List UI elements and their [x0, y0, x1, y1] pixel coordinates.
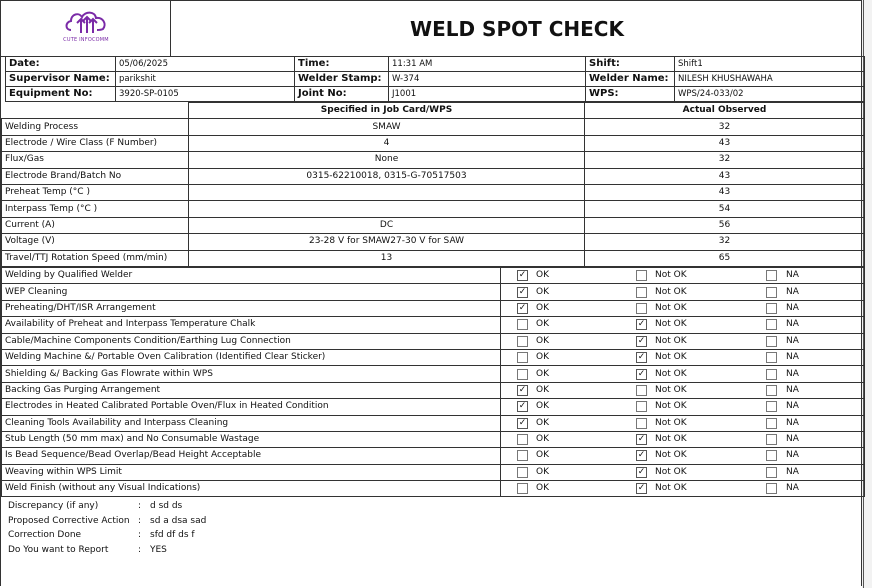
not-ok-checkbox[interactable]: [636, 303, 647, 314]
remark-separator: :: [138, 530, 142, 540]
checklist-options: [501, 481, 865, 497]
remark-row: [8, 499, 408, 514]
na-checkbox[interactable]: [766, 336, 777, 347]
spec-parameter: Voltage (V): [2, 234, 189, 250]
checklist-options: [501, 284, 865, 300]
na-label: NA: [786, 401, 799, 412]
spec-parameter: Preheat Temp (°C ): [2, 184, 189, 200]
ok-label: OK: [536, 319, 549, 330]
na-label: NA: [786, 302, 799, 313]
spec-row: [2, 135, 865, 151]
not-ok-label: Not OK: [655, 286, 687, 297]
ok-checkbox[interactable]: [517, 336, 528, 347]
na-label: NA: [786, 335, 799, 346]
checklist-options: [501, 268, 865, 284]
header-field-value: W-374: [389, 72, 586, 87]
not-ok-checkbox[interactable]: ✓: [637, 434, 646, 445]
checklist-item: Backing Gas Purging Arrangement: [2, 382, 501, 398]
spec-specified-value: DC: [189, 217, 585, 233]
ok-checkbox[interactable]: [517, 319, 528, 330]
checklist-options: [501, 464, 865, 480]
header-field-label: Welder Name:: [586, 72, 675, 87]
checklist-item: Cable/Machine Components Condition/Earthing Lug Connection: [2, 333, 501, 349]
spec-actual-value: 32: [585, 152, 865, 168]
not-ok-label: Not OK: [655, 302, 687, 313]
remarks-section: [8, 499, 408, 557]
spec-actual-value: 43: [585, 168, 865, 184]
options-group: [501, 465, 864, 480]
checklist-options: [501, 382, 865, 398]
header-field-value: NILESH KHUSHAWAHA: [675, 72, 865, 87]
checklist-options: [501, 366, 865, 382]
not-ok-label: Not OK: [655, 335, 687, 346]
spec-row: [2, 184, 865, 200]
na-checkbox[interactable]: [766, 483, 777, 494]
na-label: NA: [786, 384, 799, 395]
checklist-options: [501, 300, 865, 316]
specified-column-header: Specified in Job Card/WPS: [189, 103, 585, 119]
na-label: NA: [786, 319, 799, 330]
not-ok-checkbox[interactable]: ✓: [637, 352, 646, 363]
checklist-item: Electrodes in Heated Calibrated Portable Oven/Flux in Heated Condition: [2, 399, 501, 415]
na-label: NA: [786, 368, 799, 379]
company-logo-icon: [63, 8, 111, 36]
header-field-value: J1001: [389, 87, 586, 102]
options-group: [501, 350, 864, 365]
not-ok-label: Not OK: [655, 384, 687, 395]
spec-specified-value: None: [189, 152, 585, 168]
spec-parameter: Welding Process: [2, 119, 189, 135]
remark-value: YES: [150, 544, 167, 555]
checklist-options: [501, 431, 865, 447]
remark-label: Correction Done: [8, 530, 82, 540]
checklist-table: [1, 267, 865, 497]
spec-actual-value: 56: [585, 217, 865, 233]
spec-specified-value: [189, 201, 585, 217]
checklist-item: Shielding &/ Backing Gas Flowrate within WPS: [2, 366, 501, 382]
ok-label: OK: [536, 401, 549, 412]
checklist-row: [2, 415, 865, 431]
options-group: [501, 301, 864, 316]
checklist-options: [501, 349, 865, 365]
checklist-item: Weaving within WPS Limit: [2, 464, 501, 480]
spec-row: [2, 250, 865, 266]
spec-header-blank: [2, 103, 189, 119]
logo-box: [1, 1, 171, 56]
checklist-options: [501, 415, 865, 431]
header-field-label: Date:: [6, 57, 116, 72]
ok-checkbox[interactable]: ✓: [518, 270, 527, 281]
ok-label: OK: [536, 368, 549, 379]
checklist-row: [2, 366, 865, 382]
checklist-item: Welding Machine &/ Portable Oven Calibration (Identified Clear Sticker): [2, 349, 501, 365]
remark-value: d sd ds: [150, 501, 183, 511]
remark-value: sfd df ds f: [150, 530, 195, 540]
checklist-row: [2, 431, 865, 447]
options-group: [501, 268, 864, 283]
na-label: NA: [786, 434, 799, 445]
checklist-options: [501, 399, 865, 415]
not-ok-label: Not OK: [655, 417, 687, 428]
remark-separator: :: [138, 501, 142, 511]
spec-specified-value: 13: [189, 250, 585, 266]
na-checkbox[interactable]: [766, 287, 777, 298]
header-field-label: Shift:: [586, 57, 675, 72]
ok-label: OK: [536, 450, 549, 461]
spec-actual-value: 43: [585, 184, 865, 200]
na-label: NA: [786, 466, 799, 477]
options-group: [501, 334, 864, 349]
ok-label: OK: [536, 434, 549, 445]
checklist-row: [2, 268, 865, 284]
checklist-row: [2, 481, 865, 497]
ok-checkbox[interactable]: ✓: [518, 286, 527, 297]
checklist-row: [2, 382, 865, 398]
logo-text: CUTE INFOCOMM: [63, 37, 109, 43]
checklist-row: [2, 284, 865, 300]
not-ok-checkbox[interactable]: ✓: [637, 368, 646, 379]
ok-checkbox[interactable]: [517, 467, 528, 478]
checklist-item: WEP Cleaning: [2, 284, 501, 300]
options-group: [501, 481, 864, 496]
options-group: [501, 285, 864, 300]
spec-specified-value: [189, 184, 585, 200]
na-checkbox[interactable]: [766, 270, 777, 281]
not-ok-checkbox[interactable]: [636, 270, 647, 281]
na-checkbox[interactable]: [766, 369, 777, 380]
header-field-label: Supervisor Name:: [6, 72, 116, 87]
na-label: NA: [786, 352, 799, 363]
na-label: NA: [786, 483, 799, 494]
not-ok-checkbox[interactable]: [636, 287, 647, 298]
spec-row: [2, 119, 865, 135]
na-label: NA: [786, 417, 799, 428]
checklist-row: [2, 464, 865, 480]
checklist-item: Welding by Qualified Welder: [2, 268, 501, 284]
ok-checkbox[interactable]: [517, 483, 528, 494]
title-bar: [1, 1, 863, 57]
header-row: [6, 72, 865, 87]
checklist-options: [501, 317, 865, 333]
not-ok-label: Not OK: [655, 483, 687, 494]
not-ok-checkbox[interactable]: [636, 418, 647, 429]
spec-specified-value: 4: [189, 135, 585, 151]
not-ok-label: Not OK: [655, 401, 687, 412]
remark-separator: :: [138, 515, 142, 526]
header-field-value: WPS/24-033/02: [675, 87, 865, 102]
header-field-label: Welder Stamp:: [295, 72, 389, 87]
options-group: [501, 317, 864, 332]
spec-parameter: Travel/TTJ Rotation Speed (mm/min): [2, 250, 189, 266]
not-ok-checkbox[interactable]: [636, 401, 647, 412]
ok-label: OK: [536, 302, 549, 313]
ok-checkbox[interactable]: [517, 369, 528, 380]
spec-actual-value: 65: [585, 250, 865, 266]
ok-label: OK: [536, 335, 549, 346]
checklist-row: [2, 317, 865, 333]
spec-actual-value: 32: [585, 234, 865, 250]
ok-label: OK: [536, 384, 549, 395]
checklist-options: [501, 333, 865, 349]
checklist-item: Weld Finish (without any Visual Indications): [2, 481, 501, 497]
checklist-item: Cleaning Tools Availability and Interpass Cleaning: [2, 415, 501, 431]
ok-label: OK: [536, 270, 549, 281]
header-field-value: parikshit: [116, 72, 295, 87]
na-checkbox[interactable]: [766, 401, 777, 412]
ok-label: OK: [536, 466, 549, 477]
options-group: [501, 416, 864, 431]
header-field-label: Equipment No:: [6, 87, 116, 102]
spec-row: [2, 217, 865, 233]
spec-specified-value: SMAW: [189, 119, 585, 135]
actual-column-header: Actual Observed: [585, 103, 865, 119]
not-ok-checkbox[interactable]: ✓: [637, 319, 646, 330]
spec-row: [2, 234, 865, 250]
spec-specified-value: 0315-62210018, 0315-G-70517503: [189, 168, 585, 184]
header-field-label: WPS:: [586, 87, 675, 102]
header-field-value: 05/06/2025: [116, 57, 295, 72]
checklist-row: [2, 448, 865, 464]
checklist-item: Availability of Preheat and Interpass Temperature Chalk: [2, 317, 501, 333]
remark-row: [8, 528, 408, 543]
checklist-row: [2, 300, 865, 316]
header-field-value: 11:31 AM: [389, 57, 586, 72]
na-checkbox[interactable]: [766, 418, 777, 429]
na-label: NA: [786, 286, 799, 297]
spec-table-header: [2, 103, 865, 119]
na-checkbox[interactable]: [766, 352, 777, 363]
not-ok-checkbox[interactable]: ✓: [637, 335, 646, 346]
spec-actual-value: 54: [585, 201, 865, 217]
not-ok-label: Not OK: [655, 450, 687, 461]
na-checkbox[interactable]: [766, 319, 777, 330]
not-ok-label: Not OK: [655, 352, 687, 363]
checklist-row: [2, 399, 865, 415]
spec-actual-value: 43: [585, 135, 865, 151]
ok-label: OK: [536, 286, 549, 297]
checklist-row: [2, 333, 865, 349]
ok-checkbox[interactable]: ✓: [518, 302, 527, 313]
options-group: [501, 432, 864, 447]
ok-checkbox[interactable]: [517, 352, 528, 363]
options-group: [501, 367, 864, 382]
na-checkbox[interactable]: [766, 434, 777, 445]
spec-actual-value: 32: [585, 119, 865, 135]
ok-checkbox[interactable]: [517, 434, 528, 445]
remark-row: [8, 514, 408, 529]
not-ok-label: Not OK: [655, 368, 687, 379]
ok-checkbox[interactable]: ✓: [518, 401, 527, 412]
ok-checkbox[interactable]: ✓: [518, 417, 527, 428]
remark-label: Proposed Corrective Action: [8, 515, 130, 526]
na-checkbox[interactable]: [766, 467, 777, 478]
na-label: NA: [786, 270, 799, 281]
spec-parameter: Current (A): [2, 217, 189, 233]
page-title: WELD SPOT CHECK: [410, 17, 624, 41]
not-ok-label: Not OK: [655, 466, 687, 477]
not-ok-checkbox[interactable]: ✓: [637, 466, 646, 477]
not-ok-label: Not OK: [655, 319, 687, 330]
ok-checkbox[interactable]: ✓: [518, 384, 527, 395]
not-ok-checkbox[interactable]: [636, 385, 647, 396]
na-label: NA: [786, 450, 799, 461]
header-info-table: [5, 56, 865, 102]
not-ok-label: Not OK: [655, 270, 687, 281]
remark-label: Do You want to Report: [8, 544, 109, 555]
spec-parameter: Electrode / Wire Class (F Number): [2, 135, 189, 151]
spec-parameter: Interpass Temp (°C ): [2, 201, 189, 217]
checklist-item: Preheating/DHT/ISR Arrangement: [2, 300, 501, 316]
header-field-value: 3920-SP-0105: [116, 87, 295, 102]
remark-value: sd a dsa sad: [150, 515, 207, 526]
spec-row: [2, 152, 865, 168]
options-group: [501, 448, 864, 463]
na-checkbox[interactable]: [766, 385, 777, 396]
header-field-label: Joint No:: [295, 87, 389, 102]
ok-label: OK: [536, 352, 549, 363]
spec-row: [2, 201, 865, 217]
remark-row: [8, 543, 408, 558]
header-field-label: Time:: [295, 57, 389, 72]
ok-label: OK: [536, 483, 549, 494]
header-row: [6, 57, 865, 72]
not-ok-checkbox[interactable]: ✓: [637, 450, 646, 461]
spec-table: [1, 102, 865, 267]
header-field-value: Shift1: [675, 57, 865, 72]
checklist-row: [2, 349, 865, 365]
not-ok-checkbox[interactable]: ✓: [637, 483, 646, 494]
spec-specified-value: 23-28 V for SMAW27-30 V for SAW: [189, 234, 585, 250]
checklist-item: Stub Length (50 mm max) and No Consumable Wastage: [2, 431, 501, 447]
options-group: [501, 399, 864, 414]
not-ok-label: Not OK: [655, 434, 687, 445]
ok-checkbox[interactable]: [517, 450, 528, 461]
checklist-item: Is Bead Sequence/Bead Overlap/Bead Height Acceptable: [2, 448, 501, 464]
na-checkbox[interactable]: [766, 450, 777, 461]
spec-parameter: Flux/Gas: [2, 152, 189, 168]
options-group: [501, 383, 864, 398]
header-row: [6, 87, 865, 102]
checklist-options: [501, 448, 865, 464]
ok-label: OK: [536, 417, 549, 428]
spec-parameter: Electrode Brand/Batch No: [2, 168, 189, 184]
remark-separator: :: [138, 544, 142, 555]
remark-label: Discrepancy (if any): [8, 501, 99, 511]
spec-row: [2, 168, 865, 184]
na-checkbox[interactable]: [766, 303, 777, 314]
